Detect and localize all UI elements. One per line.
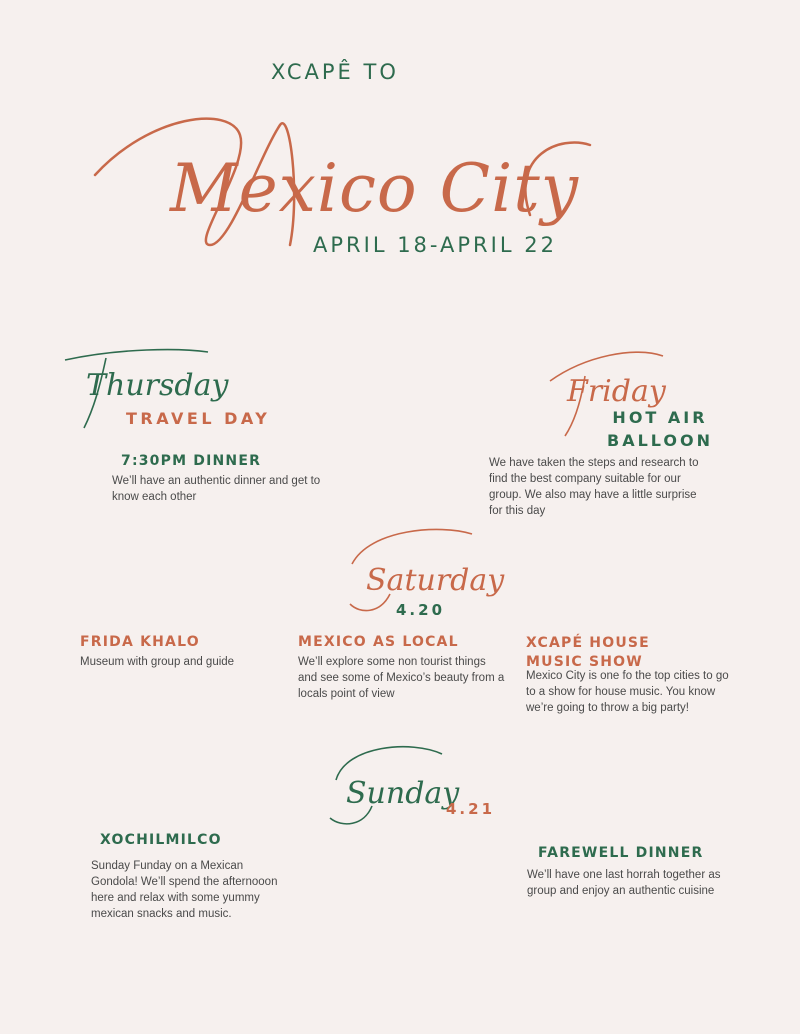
event-xochimilco-text: Sunday Funday on a Mexican Gondola! We’ll spend the afternooon here and relax with some yummy mexican snacks and music.: [91, 860, 278, 920]
event-local-title: MEXICO AS LOCAL: [298, 634, 459, 650]
event-local-text: We’ll explore some non tourist things and see some of Mexico’s beauty from a locals point of view: [298, 656, 505, 700]
friday-heading: Friday: [567, 374, 666, 409]
event-xochimilco-title: XOCHILMILCO: [100, 832, 222, 848]
friday-event-text: We have taken the steps and research to find the best company suitable for our group. We also may have a little surprise for this day: [489, 457, 699, 517]
trip-dates: APRIL 18-APRIL 22: [313, 233, 557, 257]
event-farewell-text: We’ll have one last horrah together as group and enjoy an authentic cuisine: [527, 869, 721, 897]
event-house-text: Mexico City is one fo the top cities to go to a show for house music. You know we’re going to throw a big party!: [526, 670, 729, 714]
page-title: Mexico City: [170, 150, 580, 227]
event-farewell-title: FAREWELL DINNER: [538, 845, 704, 861]
thursday-event-text: We’ll have an authentic dinner and get to know each other: [112, 475, 321, 503]
saturday-date: 4.20: [396, 601, 446, 619]
thursday-event-title: 7:30PM DINNER: [121, 453, 262, 469]
event-frida-text: Museum with group and guide: [80, 656, 235, 668]
event-house-title: XCAPÉ HOUSE MUSIC SHOW: [526, 635, 650, 670]
thursday-subtitle: TRAVEL DAY: [126, 409, 271, 428]
thursday-heading: Thursday: [86, 368, 229, 403]
sunday-heading: Sunday: [346, 776, 460, 811]
friday-subtitle: HOT AIR BALLOON: [607, 408, 713, 450]
sunday-date: 4.21: [446, 800, 496, 818]
header-kicker: XCAPÊ TO: [271, 60, 399, 84]
saturday-heading: Saturday: [366, 563, 505, 598]
event-frida-title: FRIDA KHALO: [80, 634, 200, 650]
